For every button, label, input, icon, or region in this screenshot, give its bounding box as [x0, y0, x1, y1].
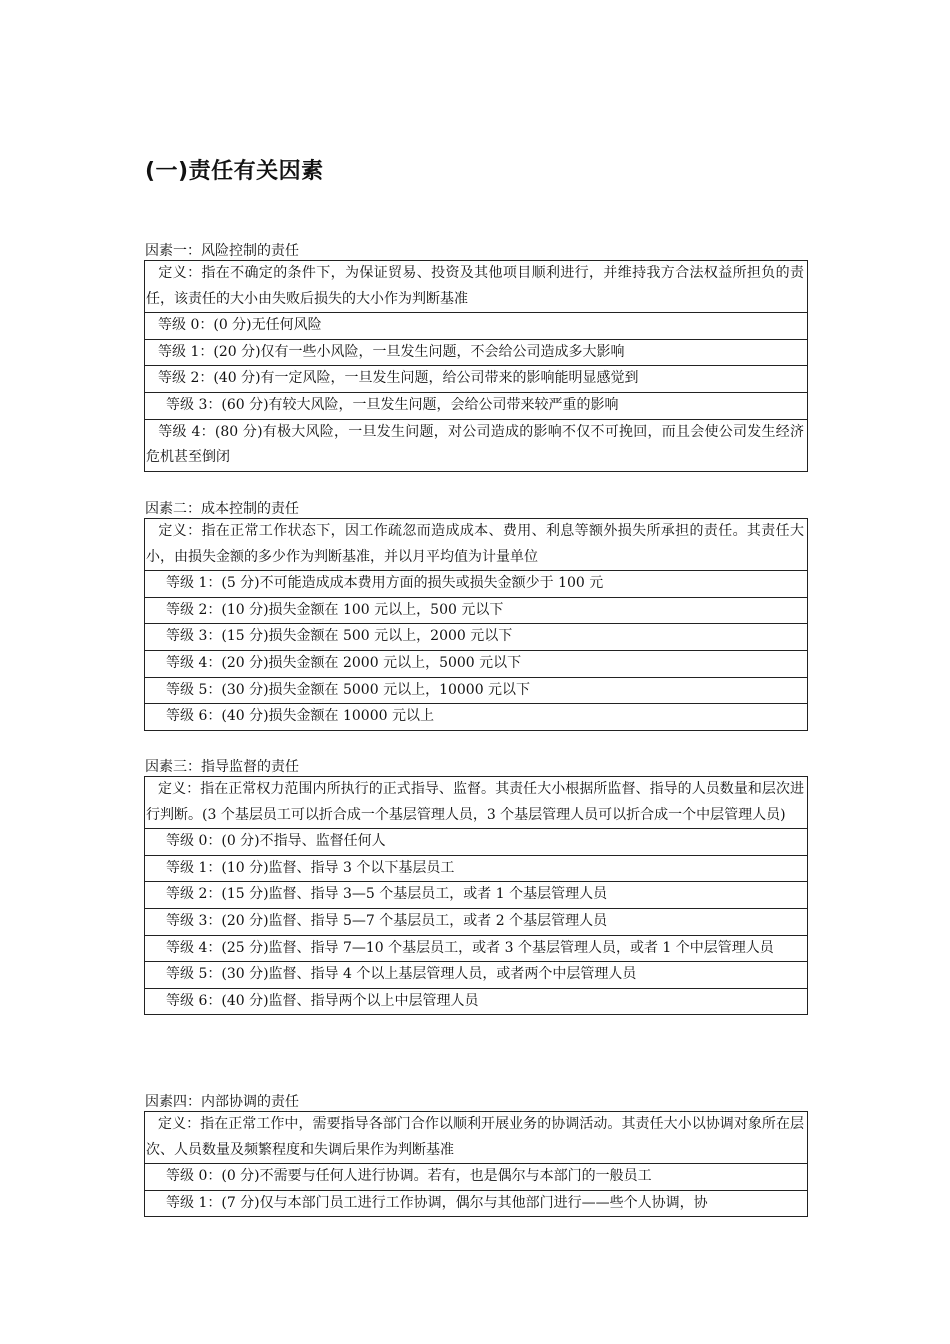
table-row: [145, 571, 808, 598]
table-row: [145, 935, 808, 962]
table-row: [145, 624, 808, 651]
table-row: [145, 313, 808, 340]
level-cell: 等级 0：(0 分)无任何风险: [145, 313, 808, 340]
level-cell: 等级 5：(30 分)监督、指导 4 个以上基层管理人员，或者两个中层管理人员: [145, 962, 808, 989]
definition-cell: 定义：指在不确定的条件下，为保证贸易、投资及其他项目顺利进行，并维持我方合法权益所担负的责任，该责任的大小由失败后损失的大小作为判断基准: [145, 261, 808, 313]
level-cell: 等级 1：(10 分)监督、指导 3 个以下基层员工: [145, 855, 808, 882]
table-row: [145, 1164, 808, 1191]
factor-table: [144, 518, 808, 731]
table-row: [145, 855, 808, 882]
level-cell: 等级 0：(0 分)不指导、监督任何人: [145, 829, 808, 856]
factor-table: [144, 776, 808, 1015]
level-cell: 等级 4：(25 分)监督、指导 7—10 个基层员工，或者 3 个基层管理人员，或者 1 个中层管理人员: [145, 935, 808, 962]
definition-cell: 定义：指在正常权力范围内所执行的正式指导、监督。其责任大小根据所监督、指导的人员数量和层次进行判断。(3 个基层员工可以折合成一个基层管理人员，3 个基层管理人员可以折合成一个中层管理人员): [145, 777, 808, 829]
table-row: [145, 677, 808, 704]
table-row: [145, 392, 808, 419]
table-row: [145, 519, 808, 571]
table-row: [145, 908, 808, 935]
table-row: [145, 988, 808, 1015]
level-cell: 等级 1：(20 分)仅有一些小风险，一旦发生问题，不会给公司造成多大影响: [145, 339, 808, 366]
level-cell: 等级 6：(40 分)监督、指导两个以上中层管理人员: [145, 988, 808, 1015]
table-row: [145, 261, 808, 313]
level-cell: 等级 2：(10 分)损失金额在 100 元以上，500 元以下: [145, 597, 808, 624]
level-cell: 等级 4：(20 分)损失金额在 2000 元以上，5000 元以下: [145, 650, 808, 677]
level-cell: 等级 3：(15 分)损失金额在 500 元以上，2000 元以下: [145, 624, 808, 651]
level-cell: 等级 1：(5 分)不可能造成成本费用方面的损失或损失金额少于 100 元: [145, 571, 808, 598]
table-row: [145, 597, 808, 624]
table-row: [145, 777, 808, 829]
factor-label: 因素二：成本控制的责任: [145, 501, 299, 517]
table-row: [145, 419, 808, 471]
table-row: [145, 1190, 808, 1217]
factor-risk-control: [144, 242, 808, 472]
level-cell: 等级 5：(30 分)损失金额在 5000 元以上，10000 元以下: [145, 677, 808, 704]
level-cell: 等级 4：(80 分)有极大风险，一旦发生问题，对公司造成的影响不仅不可挽回，而且会使公司发生经济危机甚至倒闭: [145, 419, 808, 471]
table-row: [145, 882, 808, 909]
table-row: [145, 962, 808, 989]
table-row: [145, 366, 808, 393]
level-cell: 等级 1：(7 分)仅与本部门员工进行工作协调，偶尔与其他部门进行——些个人协调，协: [145, 1190, 808, 1217]
section-title: (一)责任有关因素: [145, 159, 324, 184]
definition-cell: 定义：指在正常工作中，需要指导各部门合作以顺利开展业务的协调活动。其责任大小以协调对象所在层次、人员数量及频繁程度和失调后果作为判断基准: [145, 1112, 808, 1164]
factor-table: [144, 1111, 808, 1217]
level-cell: 等级 2：(40 分)有一定风险，一旦发生问题，给公司带来的影响能明显感觉到: [145, 366, 808, 393]
factor-cost-control: [144, 500, 808, 731]
factor-table: [144, 260, 808, 472]
table-row: [145, 829, 808, 856]
factor-guidance-supervision: [144, 758, 808, 1015]
level-cell: 等级 6：(40 分)损失金额在 10000 元以上: [145, 704, 808, 731]
table-row: [145, 704, 808, 731]
factor-label: 因素四：内部协调的责任: [145, 1094, 299, 1110]
table-row: [145, 1112, 808, 1164]
factor-internal-coordination: [144, 1093, 808, 1217]
level-cell: 等级 3：(20 分)监督、指导 5—7 个基层员工，或者 2 个基层管理人员: [145, 908, 808, 935]
level-cell: 等级 0：(0 分)不需要与任何人进行协调。若有，也是偶尔与本部门的一般员工: [145, 1164, 808, 1191]
table-row: [145, 650, 808, 677]
level-cell: 等级 3：(60 分)有较大风险，一旦发生问题，会给公司带来较严重的影响: [145, 392, 808, 419]
factor-label: 因素一：风险控制的责任: [145, 243, 299, 259]
table-row: [145, 339, 808, 366]
definition-cell: 定义：指在正常工作状态下，因工作疏忽而造成成本、费用、利息等额外损失所承担的责任。其责任大小，由损失金额的多少作为判断基准，并以月平均值为计量单位: [145, 519, 808, 571]
level-cell: 等级 2：(15 分)监督、指导 3—5 个基层员工，或者 1 个基层管理人员: [145, 882, 808, 909]
factor-label: 因素三：指导监督的责任: [145, 759, 299, 775]
